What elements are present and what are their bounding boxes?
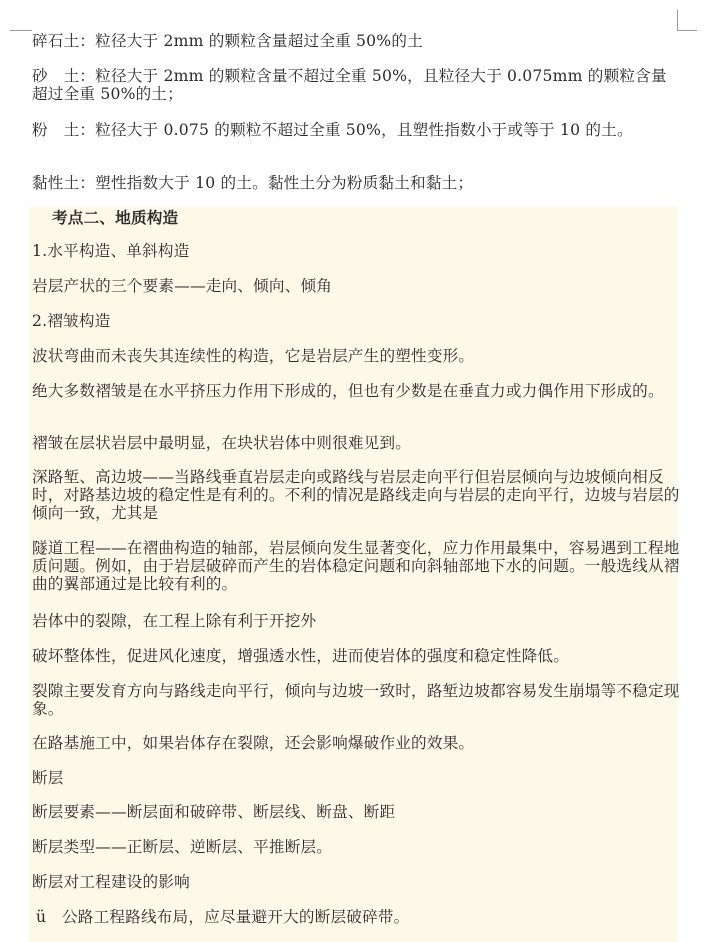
paragraph-rock-fissures: 岩体中的裂隙，在工程上除有利于开挖外 xyxy=(32,612,317,630)
crop-mark-top-right-horizontal xyxy=(677,30,697,31)
paragraph-fault: 断层 xyxy=(32,769,64,787)
paragraph-fold-layers: 褶皱在层状岩层中最明显，在块状岩体中则很难见到。 xyxy=(32,434,412,452)
crop-mark-top-right-vertical xyxy=(677,10,678,30)
paragraph-attitude-elements: 岩层产状的三个要素——走向、倾向、倾角 xyxy=(32,277,333,295)
paragraph-wavy-bending: 波状弯曲而未丧失其连续性的构造，它是岩层产生的塑性变形。 xyxy=(32,347,475,365)
paragraph-gravel-soil: 碎石土：粒径大于 2mm 的颗粒含量超过全重 50%的土 xyxy=(32,32,423,50)
paragraph-deep-cut: 深路堑、高边坡——当路线垂直岩层走向或路线与岩层走向平行但岩层倾向与边坡倾向相反时，对路基边坡的稳定性是有利的。不利的情况是路线走向与岩层的走向平行，边坡与岩层的倾向一致，尤其是 xyxy=(32,468,680,522)
paragraph-fissure-damage: 破坏整体性，促进风化速度，增强透水性，进而使岩体的强度和稳定性降低。 xyxy=(32,647,569,665)
checkmark-bullet-icon: ü xyxy=(36,908,47,926)
paragraph-blasting: 在路基施工中，如果岩体存在裂隙，还会影响爆破作业的效果。 xyxy=(32,734,475,752)
paragraph-fault-impact: 断层对工程建设的影响 xyxy=(32,873,190,891)
paragraph-horizontal-structure: 1.水平构造、单斜构造 xyxy=(32,242,190,260)
paragraph-clay-soil: 黏性土：塑性指数大于 10 的土。黏性土分为粉质黏土和黏土； xyxy=(32,174,474,192)
paragraph-fissure-direction: 裂隙主要发育方向与路线走向平行，倾向与边坡一致时，路堑边坡都容易发生崩塌等不稳定现象。 xyxy=(32,682,680,718)
bullet-item xyxy=(36,908,686,926)
paragraph-fold-formation: 绝大多数褶皱是在水平挤压力作用下形成的，但也有少数是在垂直力或力偶作用下形成的。 xyxy=(32,382,664,400)
crop-mark-top-left xyxy=(10,30,32,31)
paragraph-tunnel: 隧道工程——在褶曲构造的轴部，岩层倾向发生显著变化，应力作用最集中，容易遇到工程地质问题。例如，由于岩层破碎而产生的岩体稳定问题和向斜轴部地下水的问题。一般选线从褶曲的翼部通过是比较有利的。 xyxy=(32,539,680,593)
section-heading: 考点二、地质构造 xyxy=(52,208,179,227)
bullet-text: 公路工程路线布局，应尽量避开大的断层破碎带。 xyxy=(62,908,410,926)
paragraph-sand-soil: 砂 土：粒径大于 2mm 的颗粒含量不超过全重 50%，且粒径大于 0.075mm 的颗粒含量超过全重 50%的土； xyxy=(32,67,667,103)
paragraph-fold-structure: 2.褶皱构造 xyxy=(32,312,111,330)
paragraph-silt-soil: 粉 土：粒径大于 0.075 的颗粒不超过全重 50%，且塑性指数小于或等于 10 的土。 xyxy=(32,121,633,139)
paragraph-fault-elements: 断层要素——断层面和破碎带、断层线、断盘、断距 xyxy=(32,803,396,821)
paragraph-fault-types: 断层类型——正断层、逆断层、平推断层。 xyxy=(32,838,333,856)
